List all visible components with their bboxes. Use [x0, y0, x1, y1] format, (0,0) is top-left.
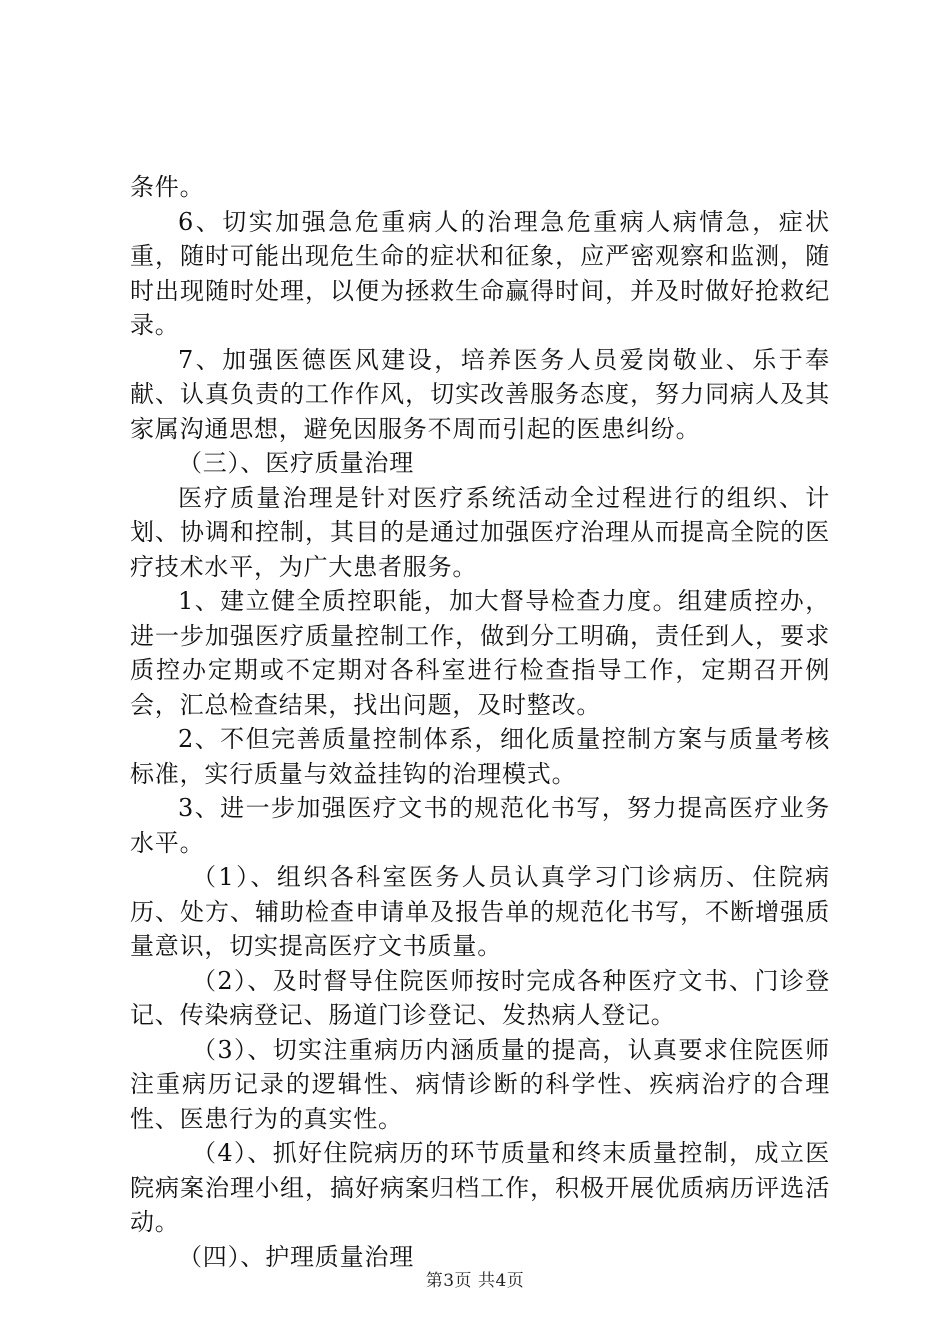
page-number-footer: 第3页 共4页 — [425, 1271, 525, 1291]
paragraph-item-7: 7、加强医德医风建设，培养医务人员爱岗敬业、乐于奉献、认真负责的工作作风，切实改善服务态度，努力同病人及其家属沟通思想，避免因服务不周而引起的医患纠纷。 — [130, 345, 830, 443]
section-heading-3: （三）、医疗质量治理 — [178, 449, 414, 477]
document-body — [130, 170, 830, 1274]
paragraph-item-3: 3、进一步加强医疗文书的规范化书写，努力提高医疗业务水平。 — [130, 794, 830, 857]
paragraph-item-1: 1、建立健全质控职能，加大督导检查力度。组建质控办，进一步加强医疗质量控制工作，做到分工明确，责任到人，要求质控办定期或不定期对各科室进行检查指导工作，定期召开例会，汇总检查结果，找出问题，及时整改。 — [130, 587, 830, 719]
paragraph-subitem-4: （4）、抓好住院病历的环节质量和终末质量控制，成立医院病案治理小组，搞好病案归档工作，积极开展优质病历评选活动。 — [130, 1139, 830, 1236]
paragraph-item-6: 6、切实加强急危重病人的治理急危重病人病情急，症状重，随时可能出现危生命的症状和征象，应严密观察和监测，随时出现随时处理，以便为拯救生命赢得时间，并及时做好抢救纪录。 — [130, 207, 830, 339]
paragraph-item-2: 2、不但完善质量控制体系，细化质量控制方案与质量考核标准，实行质量与效益挂钩的治理模式。 — [130, 725, 830, 788]
paragraph-section-intro: 医疗质量治理是针对医疗系统活动全过程进行的组织、计划、协调和控制，其目的是通过加强医疗治理从而提高全院的医疗技术水平，为广大患者服务。 — [130, 483, 830, 581]
section-heading-4: （四）、护理质量治理 — [178, 1242, 414, 1271]
paragraph-subitem-2: （2）、及时督导住院医师按时完成各种医疗文书、门诊登记、传染病登记、肠道门诊登记、发热病人登记。 — [130, 966, 830, 1029]
paragraph-subitem-1: （1）、组织各科室医务人员认真学习门诊病历、住院病历、处方、辅助检查申请单及报告单的规范化书写，不断增强质量意识，切实提高医疗文书质量。 — [130, 863, 830, 960]
paragraph-subitem-3: （3）、切实注重病历内涵质量的提高，认真要求住院医师注重病历记录的逻辑性、病情诊断的科学性、疾病治疗的合理性、医患行为的真实性。 — [130, 1035, 830, 1133]
paragraph-continuation: 条件。 — [130, 173, 205, 201]
